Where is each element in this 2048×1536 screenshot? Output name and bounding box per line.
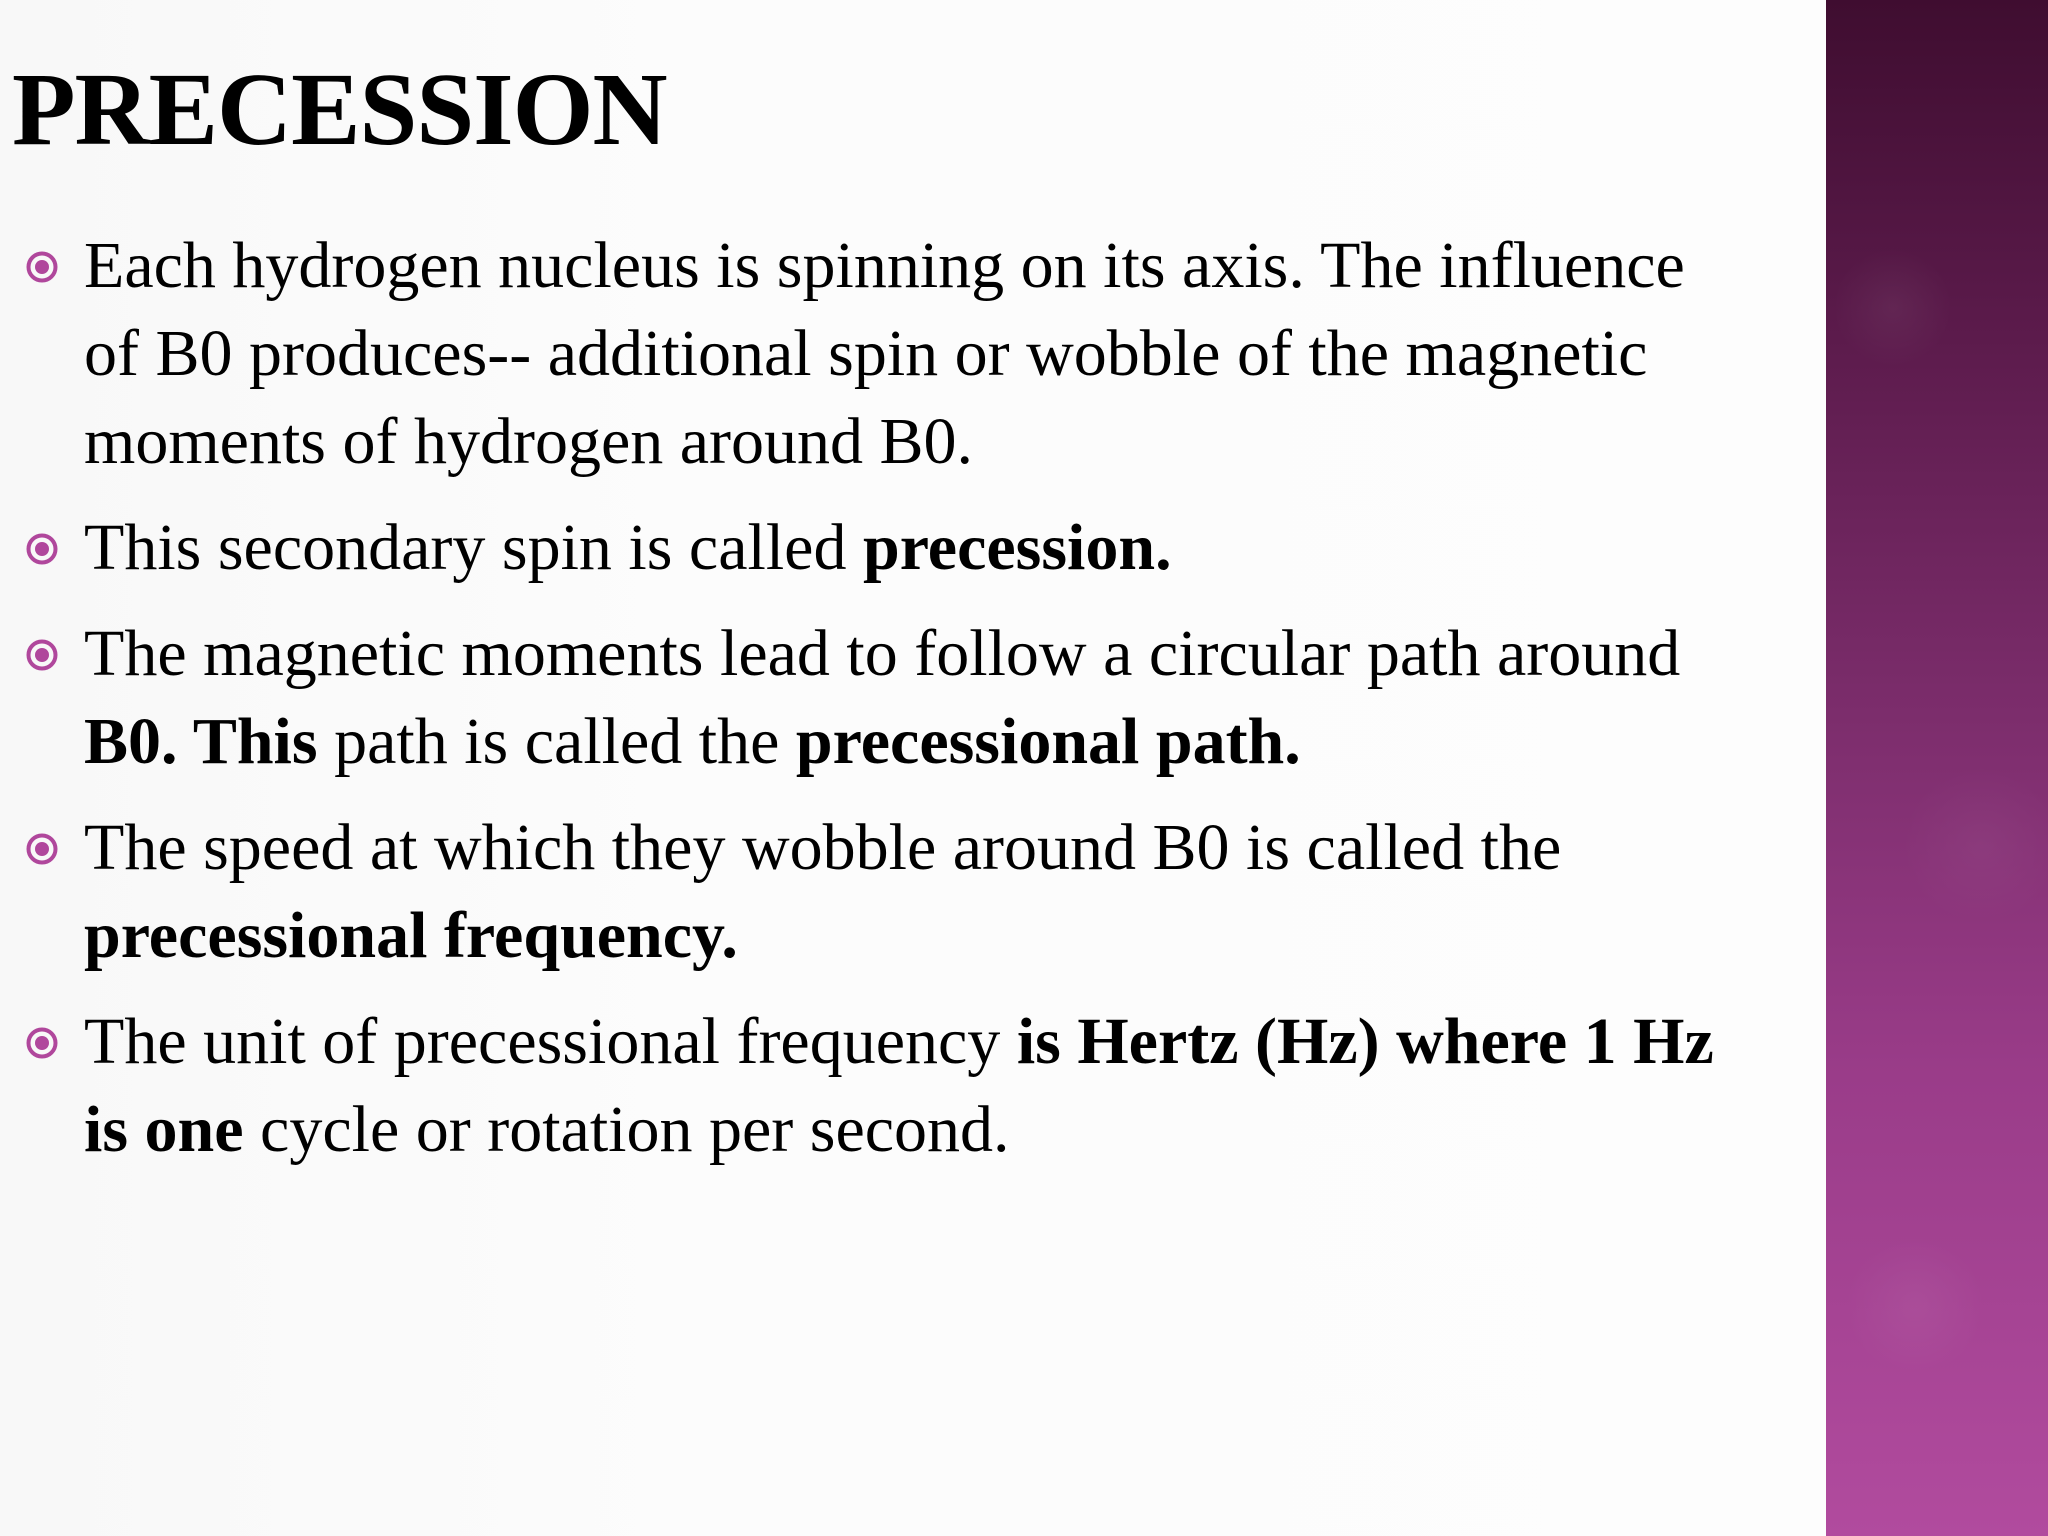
bullet-list — [22, 222, 1722, 1192]
bullet-text: This secondary spin is called — [84, 511, 863, 584]
bullet-text-bold: precession. — [862, 511, 1172, 584]
bullet-text: path is called the — [317, 705, 796, 778]
target-bullet-icon — [26, 251, 58, 283]
side-band-texture — [1826, 0, 2048, 1536]
target-bullet-icon — [26, 833, 58, 865]
bullet-item — [22, 222, 1722, 486]
target-bullet-icon — [26, 1027, 58, 1059]
bullet-text: The speed at which they wobble around B0 is called the — [84, 811, 1562, 884]
bullet-text-bold: B0. This — [84, 705, 318, 778]
bullet-text-bold: precessional frequency. — [84, 899, 738, 972]
bullet-item — [22, 610, 1722, 786]
bullet-text: The magnetic moments lead to follow a circular path around — [84, 617, 1681, 690]
bullet-item — [22, 504, 1722, 592]
bullet-text: Each hydrogen nucleus is spinning on its axis. The influence of B0 produces-- additional spin or wobble of the magnetic moments of hydrogen around B0. — [84, 229, 1685, 478]
decorative-side-band — [1826, 0, 2048, 1536]
bullet-text: cycle or rotation per second. — [243, 1093, 1010, 1166]
bullet-text-bold: precessional path. — [795, 705, 1301, 778]
slide-title: PRECESSION — [12, 52, 667, 167]
target-bullet-icon — [26, 639, 58, 671]
bullet-text: The unit of precessional frequency — [84, 1005, 1017, 1078]
bullet-text-bold: is Hertz (Hz) where 1 Hz is one — [84, 1005, 1714, 1166]
bullet-item — [22, 998, 1722, 1174]
target-bullet-icon — [26, 533, 58, 565]
bullet-item — [22, 804, 1722, 980]
